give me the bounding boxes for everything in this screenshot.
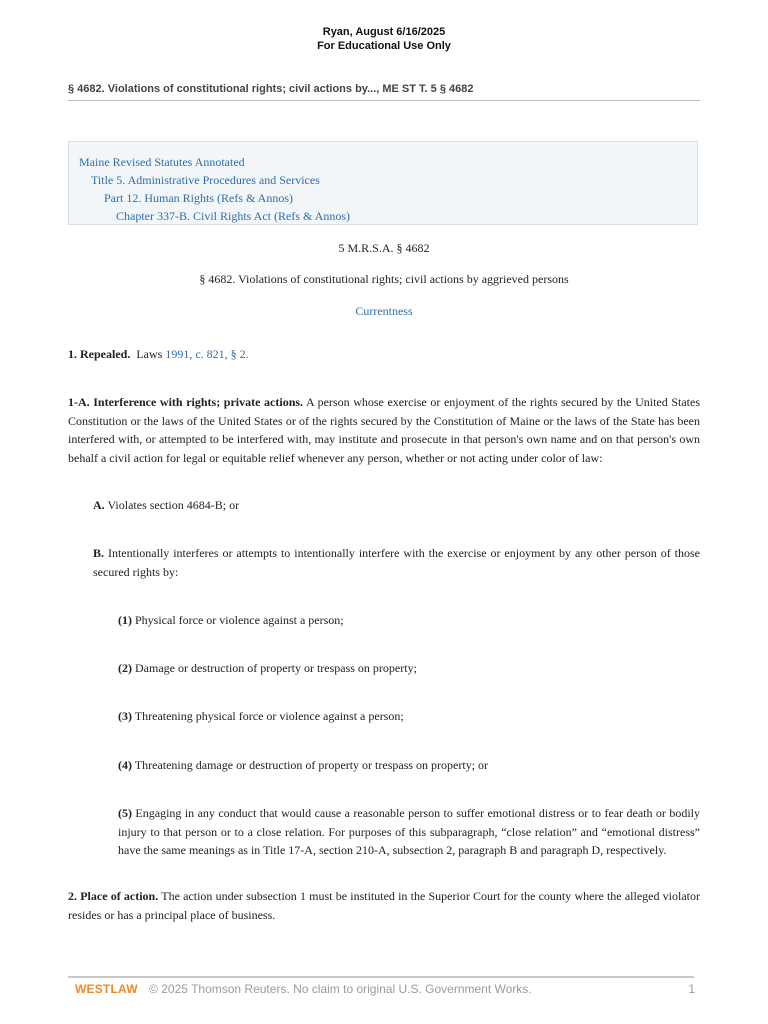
subparagraph-1-label: (1) <box>118 613 132 627</box>
subparagraph-3-label: (3) <box>118 709 132 723</box>
citation: 5 M.R.S.A. § 4682 <box>338 241 430 255</box>
subsection-1-label: 1. Repealed. <box>68 347 131 361</box>
page-number: 1 <box>688 982 695 996</box>
repeal-law-link[interactable]: 1991, c. 821, § 2. <box>165 347 249 361</box>
subsection-1a-text: A person whose exercise or enjoyment of the rights secured by the United States Constitution or the laws of the United States or of the rights secured by the Constitution of Maine or the laws of the State has been interfered with, or attempted to be interfered with, may institute and prosecute in that person's own name and on that person's own behalf a civil action for legal or equitable relief whenever any person, whether or not acting under color of law: <box>68 395 701 465</box>
subparagraph-3 <box>118 707 700 726</box>
westlaw-logo: WESTLAW <box>75 982 138 996</box>
paragraph-b <box>93 544 700 581</box>
paragraph-a-label: A. <box>93 498 105 512</box>
currentness-container <box>0 303 768 319</box>
section-heading: § 4682. Violations of constitutional rights; civil actions by aggrieved persons <box>199 272 569 286</box>
paragraph-b-text: Intentionally interferes or attempts to intentionally interfere with the exercise or enjoyment by any other person of those secured rights by: <box>93 546 700 579</box>
currentness-link[interactable]: Currentness <box>355 304 413 318</box>
subparagraph-5-label: (5) <box>118 806 132 820</box>
subparagraph-4 <box>118 756 700 775</box>
subsection-1 <box>68 345 700 364</box>
subparagraph-3-text: Threatening physical force or violence against a person; <box>134 709 404 723</box>
breadcrumb-title-link[interactable]: Title 5. Administrative Procedures and Services <box>91 173 320 187</box>
header-usage-notice: For Educational Use Only <box>317 40 451 52</box>
subsection-1-text: Laws <box>136 347 163 361</box>
page-footer <box>75 981 695 997</box>
copyright-notice: © 2025 Thomson Reuters. No claim to original U.S. Government Works. <box>149 982 532 996</box>
subparagraph-1 <box>118 611 700 630</box>
subsection-1a <box>68 393 700 467</box>
subsection-1a-label: 1-A. Interference with rights; private actions. <box>68 395 304 409</box>
breadcrumb-statutes-link[interactable]: Maine Revised Statutes Annotated <box>79 155 245 169</box>
document-header <box>0 25 768 53</box>
title-divider <box>68 100 700 101</box>
paragraph-a-text: Violates section 4684-B; or <box>107 498 240 512</box>
subparagraph-5 <box>118 804 700 860</box>
breadcrumb <box>68 141 698 225</box>
header-user-date: Ryan, August 6/16/2025 <box>322 26 446 38</box>
footer-divider <box>68 976 694 978</box>
paragraph-b-label: B. <box>93 546 105 560</box>
subsection-2 <box>68 887 700 924</box>
paragraph-a <box>93 496 700 515</box>
subparagraph-1-text: Physical force or violence against a person; <box>135 613 344 627</box>
subparagraph-2 <box>118 659 700 678</box>
subparagraph-4-label: (4) <box>118 758 132 772</box>
subparagraph-5-text: Engaging in any conduct that would cause a reasonable person to suffer emotional distress or to fear death or bodily injury to that person or to a close relation. For purposes of this subparagraph, “close relation” and “emotional distress” have the same meanings as in Title 17-A, section 210-A, subsection 2, paragraph B and paragraph D, respectively. <box>118 806 700 857</box>
breadcrumb-chapter-link[interactable]: Chapter 337-B. Civil Rights Act (Refs & Annos) <box>116 209 350 223</box>
subsection-2-label: 2. Place of action. <box>68 889 159 903</box>
subparagraph-4-text: Threatening damage or destruction of property or trespass on property; or <box>134 758 489 772</box>
subparagraph-2-label: (2) <box>118 661 132 675</box>
document-title: § 4682. Violations of constitutional rights; civil actions by..., ME ST T. 5 § 4682 <box>68 83 474 95</box>
subsection-2-text: The action under subsection 1 must be instituted in the Superior Court for the county where the alleged violator resides or has a principal place of business. <box>68 889 700 922</box>
subparagraph-2-text: Damage or destruction of property or trespass on property; <box>135 661 417 675</box>
breadcrumb-part-link[interactable]: Part 12. Human Rights (Refs & Annos) <box>104 191 293 205</box>
